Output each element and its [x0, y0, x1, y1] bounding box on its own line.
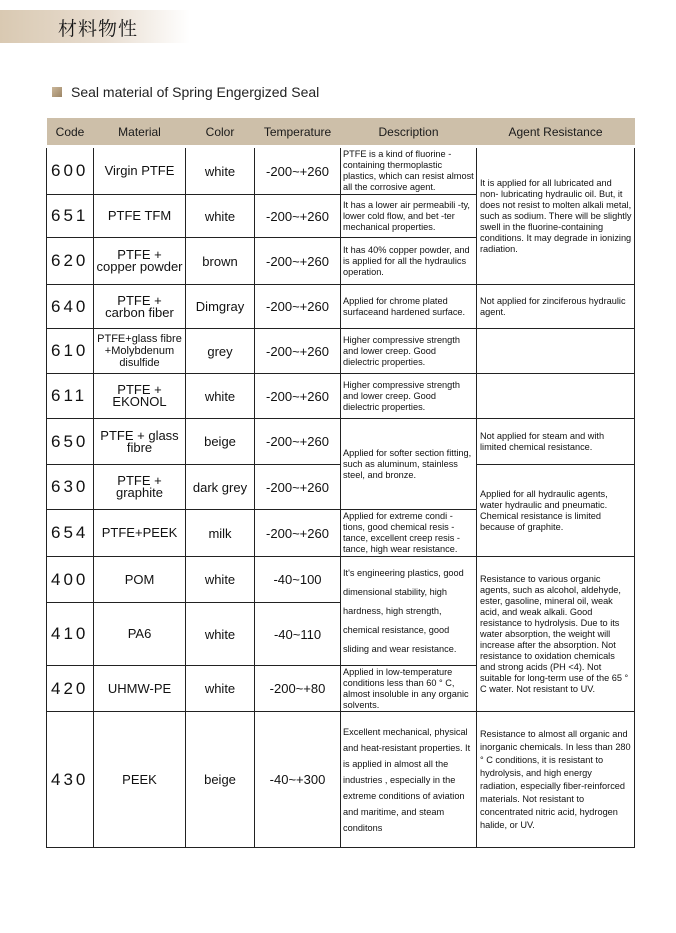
temperature-cell: -40~100 [255, 557, 341, 603]
color-cell: milk [186, 510, 255, 557]
color-cell: white [186, 147, 255, 195]
temperature-cell: -200~+260 [255, 465, 341, 510]
description-cell: PTFE is a kind of fluorine -containing thermoplastic plastics, which can resist almost all the corrosive agent. [341, 147, 477, 195]
code-cell: 651 [47, 195, 94, 238]
code-cell: 611 [47, 374, 94, 419]
description-cell: It has a lower air permeabili -ty, lower cold flow, and bet -ter mechanical properties. [341, 195, 477, 238]
header-color: Color [186, 118, 255, 147]
table-header-row [47, 118, 635, 147]
color-cell: brown [186, 238, 255, 285]
material-cell: PA6 [94, 603, 186, 666]
material-cell: PTFE TFM [94, 195, 186, 238]
temperature-cell: -200~+260 [255, 147, 341, 195]
material-cell: PTFE+PEEK [94, 510, 186, 557]
description-cell: Applied for chrome plated surfaceand hardened surface. [341, 285, 477, 329]
temperature-cell: -200~+260 [255, 329, 341, 374]
material-cell: PEEK [94, 712, 186, 848]
table-row [47, 712, 635, 848]
agent-resistance-cell: Resistance to almost all organic and inorganic chemicals. In less than 280 ° C conditions, it is resistant to hydrolysis, and high energy radiation, especially fiber-reinforced materials. Not resistant to concentrated nitric acid, hydrogen halide, or UV. [477, 712, 635, 848]
table-row [47, 374, 635, 419]
description-cell: Higher compressive strength and lower creep. Good dielectric properties. [341, 374, 477, 419]
color-cell: beige [186, 419, 255, 465]
header-material: Material [94, 118, 186, 147]
description-cell: Applied for softer section fitting, such as aluminum, stainless steel, and bronze. [341, 419, 477, 510]
agent-resistance-cell: Resistance to various organic agents, such as alcohol, aldehyde, ester, gasoline, mineral oil, weak acid, and weak alkali. Good resistance to hydrolysis. Due to its water absorption, the weight will increase after the absorption. Not resistance to oxidation chemicals and strong acids (PH <4). Not suitable for long-term use of the 65 ° C water. Not resistant to UV. [477, 557, 635, 712]
agent-resistance-cell: Not applied for steam and with limited chemical resistance. [477, 419, 635, 465]
agent-resistance-cell [477, 329, 635, 374]
color-cell: beige [186, 712, 255, 848]
temperature-cell: -40~+300 [255, 712, 341, 848]
section-title: Seal material of Spring Engergized Seal [71, 84, 320, 100]
table-row [47, 557, 635, 603]
material-cell: PTFE + glass fibre [94, 419, 186, 465]
temperature-cell: -200~+260 [255, 374, 341, 419]
table-row [47, 329, 635, 374]
code-cell: 654 [47, 510, 94, 557]
material-cell: PTFE + EKONOL [94, 374, 186, 419]
header-code: Code [47, 118, 94, 147]
description-cell: Applied for extreme condi -tions, good chemical resis -tance, excellent creep resis -tance, high wear resistance. [341, 510, 477, 557]
color-cell: white [186, 195, 255, 238]
material-cell: PTFE+glass fibre +Molybdenum disulfide [94, 329, 186, 374]
header-description: Description [341, 118, 477, 147]
color-cell: white [186, 374, 255, 419]
table-row [47, 147, 635, 195]
code-cell: 410 [47, 603, 94, 666]
table-row [47, 285, 635, 329]
agent-resistance-cell: Applied for all hydraulic agents, water hydraulic and pneumatic. Chemical resistance is limited because of graphite. [477, 465, 635, 557]
header-temperature: Temperature [255, 118, 341, 147]
temperature-cell: -200~+260 [255, 238, 341, 285]
material-cell: POM [94, 557, 186, 603]
code-cell: 640 [47, 285, 94, 329]
description-cell: It's engineering plastics, good dimensional stability, high hardness, high strength, chemical resistance, good sliding and wear resistance. [341, 557, 477, 666]
color-cell: white [186, 666, 255, 712]
code-cell: 420 [47, 666, 94, 712]
description-cell: Higher compressive strength and lower creep. Good dielectric properties. [341, 329, 477, 374]
description-cell: Applied in low-temperature conditions less than 60 ° C, almost insoluble in any organic solvents. [341, 666, 477, 712]
material-cell: PTFE + graphite [94, 465, 186, 510]
header-agent-resistance: Agent Resistance [477, 118, 635, 147]
code-cell: 430 [47, 712, 94, 848]
code-cell: 650 [47, 419, 94, 465]
table-row [47, 419, 635, 465]
material-cell: PTFE + carbon fiber [94, 285, 186, 329]
agent-resistance-cell [477, 374, 635, 419]
temperature-cell: -200~+260 [255, 510, 341, 557]
agent-resistance-cell: Not applied for zinciferous hydraulic agent. [477, 285, 635, 329]
description-cell: It has 40% copper powder, and is applied for all the hydraulics operation. [341, 238, 477, 285]
code-cell: 610 [47, 329, 94, 374]
color-cell: white [186, 603, 255, 666]
temperature-cell: -200~+260 [255, 419, 341, 465]
code-cell: 630 [47, 465, 94, 510]
section-heading [52, 84, 319, 100]
code-cell: 400 [47, 557, 94, 603]
color-cell: grey [186, 329, 255, 374]
material-cell: PTFE + copper powder [94, 238, 186, 285]
banner-title: 材料物性 [58, 18, 139, 40]
color-cell: white [186, 557, 255, 603]
bullet-square-icon [52, 87, 62, 97]
code-cell: 600 [47, 147, 94, 195]
material-cell: Virgin PTFE [94, 147, 186, 195]
temperature-cell: -200~+260 [255, 285, 341, 329]
description-cell: Excellent mechanical, physical and heat-resistant properties. It is applied in almost all the industries , especially in the extreme conditions of aviation and maritime, and steam conditons [341, 712, 477, 848]
color-cell: Dimgray [186, 285, 255, 329]
temperature-cell: -40~110 [255, 603, 341, 666]
temperature-cell: -200~+260 [255, 195, 341, 238]
color-cell: dark grey [186, 465, 255, 510]
temperature-cell: -200~+80 [255, 666, 341, 712]
material-table [46, 118, 635, 848]
agent-resistance-cell: It is applied for all lubricated and non- lubricating hydraulic oil. But, it does not resist to molten alkali metal, such as sodium. There will be slightly swell in the fluorine-containing conditions. It may degrade in ionizing radiation. [477, 147, 635, 285]
code-cell: 620 [47, 238, 94, 285]
material-cell: UHMW-PE [94, 666, 186, 712]
